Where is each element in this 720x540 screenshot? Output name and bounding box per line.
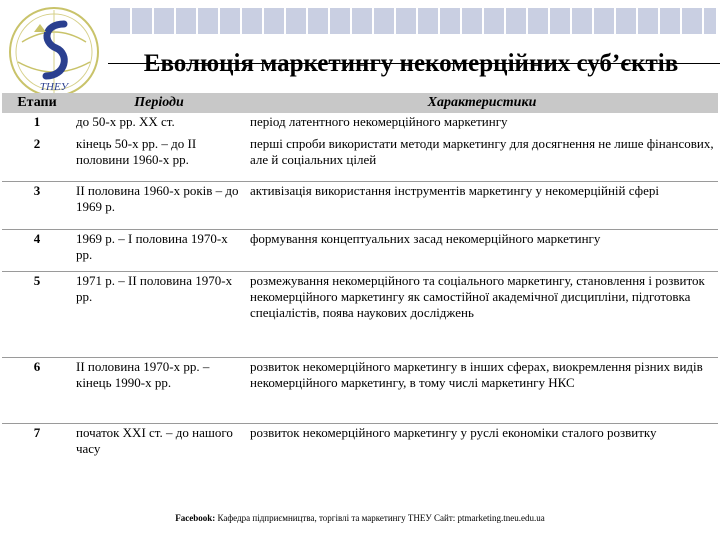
stage-number: 2: [2, 135, 72, 181]
table-row: [2, 113, 718, 135]
description-cell: перші спроби використати методи маркетингу для досягнення не лише фінансових, але й соціальних цілей: [246, 135, 718, 181]
page-title: Еволюція маркетингу некомерційних суб’єктів: [143, 50, 679, 77]
stage-number: 1: [33, 114, 41, 129]
period-cell: 1971 р. – ІІ половина 1970-х рр.: [72, 271, 246, 357]
table-header-row: [2, 93, 718, 113]
table-row: [2, 423, 718, 469]
table-row: [2, 181, 718, 229]
header-periods: Періоди: [72, 93, 246, 113]
table-row: [2, 229, 718, 271]
footer: [0, 513, 720, 523]
stage-number: 7: [33, 424, 41, 440]
table-row: [2, 135, 718, 181]
university-logo: [4, 2, 104, 102]
period-cell: початок ХХІ ст. – до нашого часу: [76, 424, 233, 456]
description-cell: розвиток некомерційного маркетингу у руслі економіки сталого розвитку: [250, 424, 657, 440]
description-cell: розвиток некомерційного маркетингу в інших сферах, виокремлення різних видів некомерційного маркетингу, в тому числі маркетингу НКС: [246, 357, 718, 423]
table-row: [2, 357, 718, 423]
period-cell: до 50-х рр. ХХ ст.: [76, 114, 175, 129]
description-cell: період латентного некомерційного маркетингу: [250, 114, 508, 129]
header-characteristics: Характеристики: [246, 93, 718, 113]
period-cell: 1969 р. – І половина 1970-х рр.: [72, 229, 246, 271]
stage-number: 3: [2, 181, 72, 229]
period-cell: ІІ половина 1960-х років – до 1969 р.: [72, 181, 246, 229]
stage-number: 5: [2, 271, 72, 357]
description-cell: розмежування некомерційного та соціального маркетингу, становлення і розвиток некомерційного маркетингу як самостійної академічної дисципліни, підготовка спеціалістів, поява наукових досліджень: [246, 271, 718, 357]
footer-text: Кафедра підприємництва, торгівлі та маркетингу ТНЕУ Сайт: ptmarketing.tneu.edu.ua: [217, 513, 545, 523]
description-cell: активізація використання інструментів маркетингу у некомерційній сфері: [246, 181, 718, 229]
period-cell: ІІ половина 1970-х рр. – кінець 1990-х рр.: [72, 357, 246, 423]
period-cell: кінець 50-х рр. – до ІІ половини 1960-х рр.: [72, 135, 246, 181]
footer-facebook-label: Facebook:: [175, 513, 216, 523]
evolution-table: [2, 93, 718, 469]
table-row: [2, 271, 718, 357]
stage-number: 6: [2, 357, 72, 423]
svg-text:TНЕУ: TНЕУ: [39, 81, 69, 93]
description-cell: формування концептуальних засад некомерційного маркетингу: [246, 229, 718, 271]
stage-number: 4: [2, 229, 72, 271]
decorative-header-bar: [110, 8, 716, 34]
header-stages: Етапи: [2, 93, 72, 113]
